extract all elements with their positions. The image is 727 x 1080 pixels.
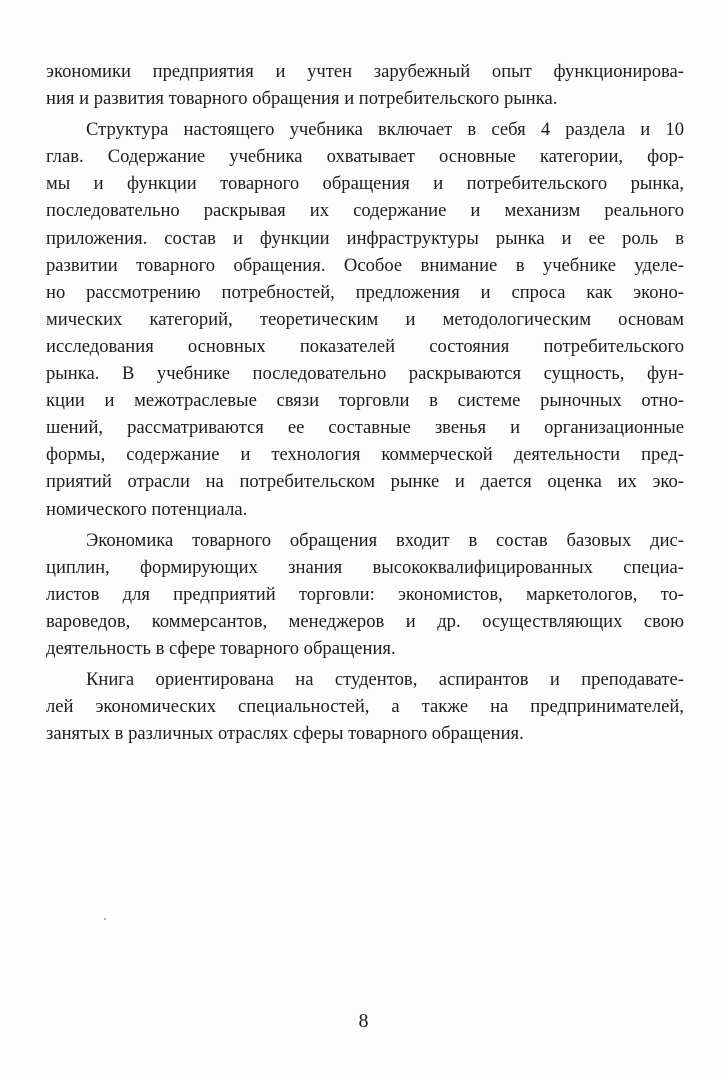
text-line: ния и развития товарного обращения и потребительского рынка. xyxy=(46,88,558,110)
page-number: 8 xyxy=(358,1010,369,1032)
paragraph-audience xyxy=(46,666,684,747)
text-line: мических категорий, теоретическим и методологическим основам xyxy=(46,308,684,330)
text-line: формы, содержание и технология коммерческой деятельности пред- xyxy=(46,444,684,466)
text-line: листов для предприятий торговли: экономистов, маркетологов, то- xyxy=(46,583,684,605)
scan-speck xyxy=(104,918,106,920)
text-line: исследования основных показателей состояния потребительского xyxy=(46,335,684,357)
text-line: Структура настоящего учебника включает в себя 4 раздела и 10 xyxy=(86,119,684,141)
text-line: занятых в различных отраслях сферы товарного обращения. xyxy=(46,723,524,745)
paragraph-structure xyxy=(46,116,684,522)
text-line: номического потенциала. xyxy=(46,498,248,520)
text-line: последовательно раскрывая их содержание и механизм реального xyxy=(46,200,684,222)
text-line: развитии товарного обращения. Особое внимание в учебнике уделе- xyxy=(46,254,684,276)
text-line: вароведов, коммерсантов, менеджеров и др. осуществляющих свою xyxy=(46,610,684,632)
text-line: лей экономических специальностей, а также на предпринимателей, xyxy=(46,696,684,718)
text-line: циплин, формирующих знания высококвалифицированных специа- xyxy=(46,556,684,578)
text-line: глав. Содержание учебника охватывает основные категории, фор- xyxy=(46,146,684,168)
text-line: Экономика товарного обращения входит в состав базовых дис- xyxy=(86,529,684,551)
paragraph-economics xyxy=(46,527,684,662)
text-line: но рассмотрению потребностей, предложения и спроса как эконо- xyxy=(46,281,684,303)
text-line: деятельность в сфере товарного обращения. xyxy=(46,637,396,659)
text-line: кции и межотраслевые связи торговли в системе рыночных отно- xyxy=(46,390,684,412)
text-line: рынка. В учебнике последовательно раскрываются сущность, фун- xyxy=(46,363,684,385)
text-line: Книга ориентирована на студентов, аспирантов и преподавате- xyxy=(86,669,684,691)
paragraph-continuation xyxy=(46,58,684,112)
body-text xyxy=(46,58,684,747)
text-line: приятий отрасли на потребительском рынке и дается оценка их эко- xyxy=(46,471,684,493)
text-line: приложения. состав и функции инфраструктуры рынка и ее роль в xyxy=(46,227,684,249)
text-line: мы и функции товарного обращения и потребительского рынка, xyxy=(46,173,684,195)
text-line: экономики предприятия и учтен зарубежный опыт функционирова- xyxy=(46,61,684,82)
text-line: шений, рассматриваются ее составные звенья и организационные xyxy=(46,417,684,439)
